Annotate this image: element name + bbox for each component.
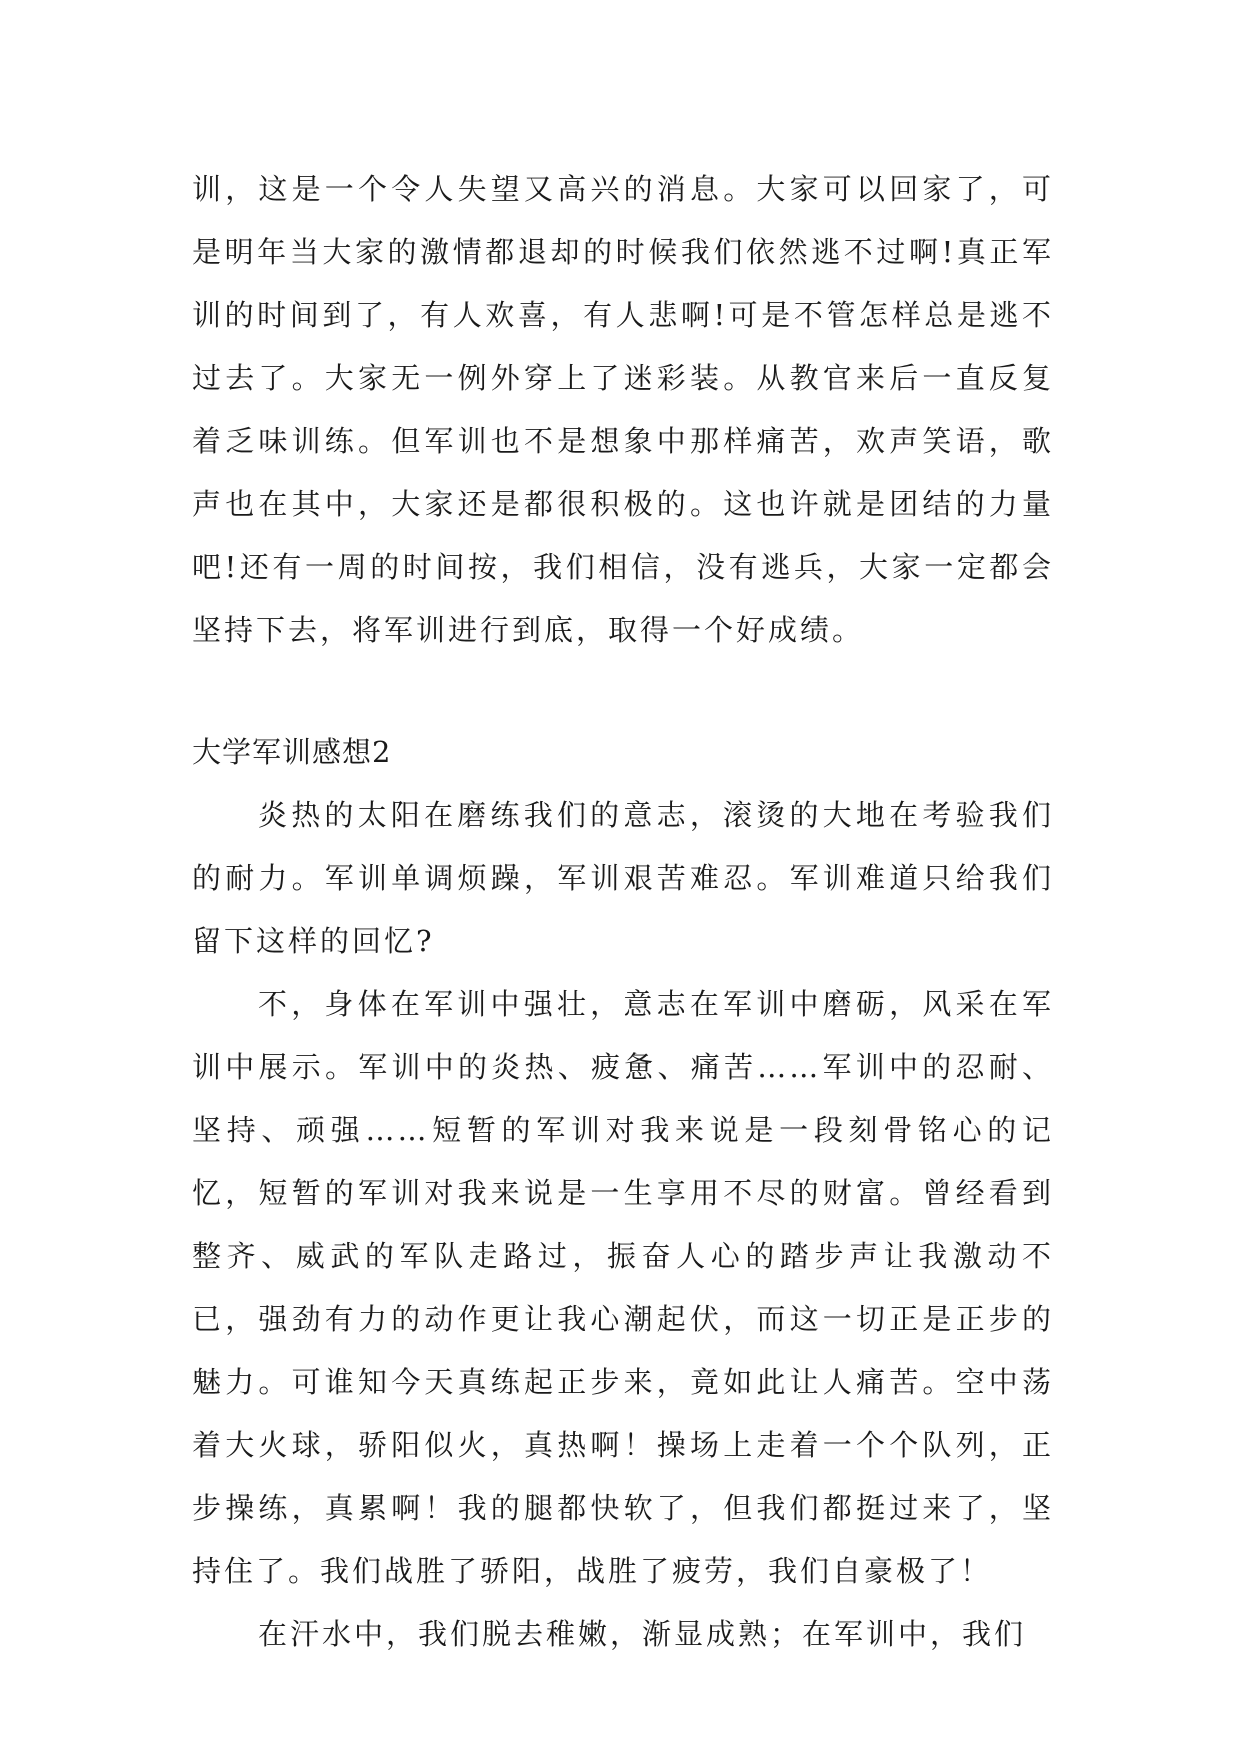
paragraph-3: 在汗水中，我们脱去稚嫩，渐显成熟；在军训中，我们	[258, 1617, 1027, 1651]
paragraph-1: 炎热的太阳在磨练我们的意志，滚烫的大地在考验我们的耐力。军训单调烦躁，军训艰苦难忍。军训难道只给我们留下这样的回忆?	[192, 798, 1054, 958]
section-title: 大学军训感想2	[192, 735, 392, 769]
section-spacer	[192, 662, 1054, 721]
intro-paragraph: 训，这是一个令人失望又高兴的消息。大家可以回家了，可是明年当大家的激情都退却的时候我们依然逃不过啊!真正军训的时间到了，有人欢喜，有人悲啊!可是不管怎样总是逃不过去了。大家无一例外穿上了迷彩装。从教官来后一直反复着乏味训练。但军训也不是想象中那样痛苦，欢声笑语，歌声也在其中，大家还是都很积极的。这也许就是团结的力量吧!还有一周的时间按，我们相信，没有逃兵，大家一定都会坚持下去，将军训进行到底，取得一个好成绩。	[192, 172, 1054, 647]
document-body	[192, 158, 1054, 1666]
paragraph-2: 不，身体在军训中强壮，意志在军训中磨砺，风采在军训中展示。军训中的炎热、疲惫、痛苦……军训中的忍耐、坚持、顽强……短暂的军训对我来说是一段刻骨铭心的记忆，短暂的军训对我来说是一生享用不尽的财富。曾经看到整齐、威武的军队走路过，振奋人心的踏步声让我激动不已，强劲有力的动作更让我心潮起伏，而这一切正是正步的魅力。可谁知今天真练起正步来，竟如此让人痛苦。空中荡着大火球，骄阳似火，真热啊！操场上走着一个个队列，正步操练，真累啊！我的腿都快软了，但我们都挺过来了，坚持住了。我们战胜了骄阳，战胜了疲劳，我们自豪极了！	[192, 987, 1054, 1588]
